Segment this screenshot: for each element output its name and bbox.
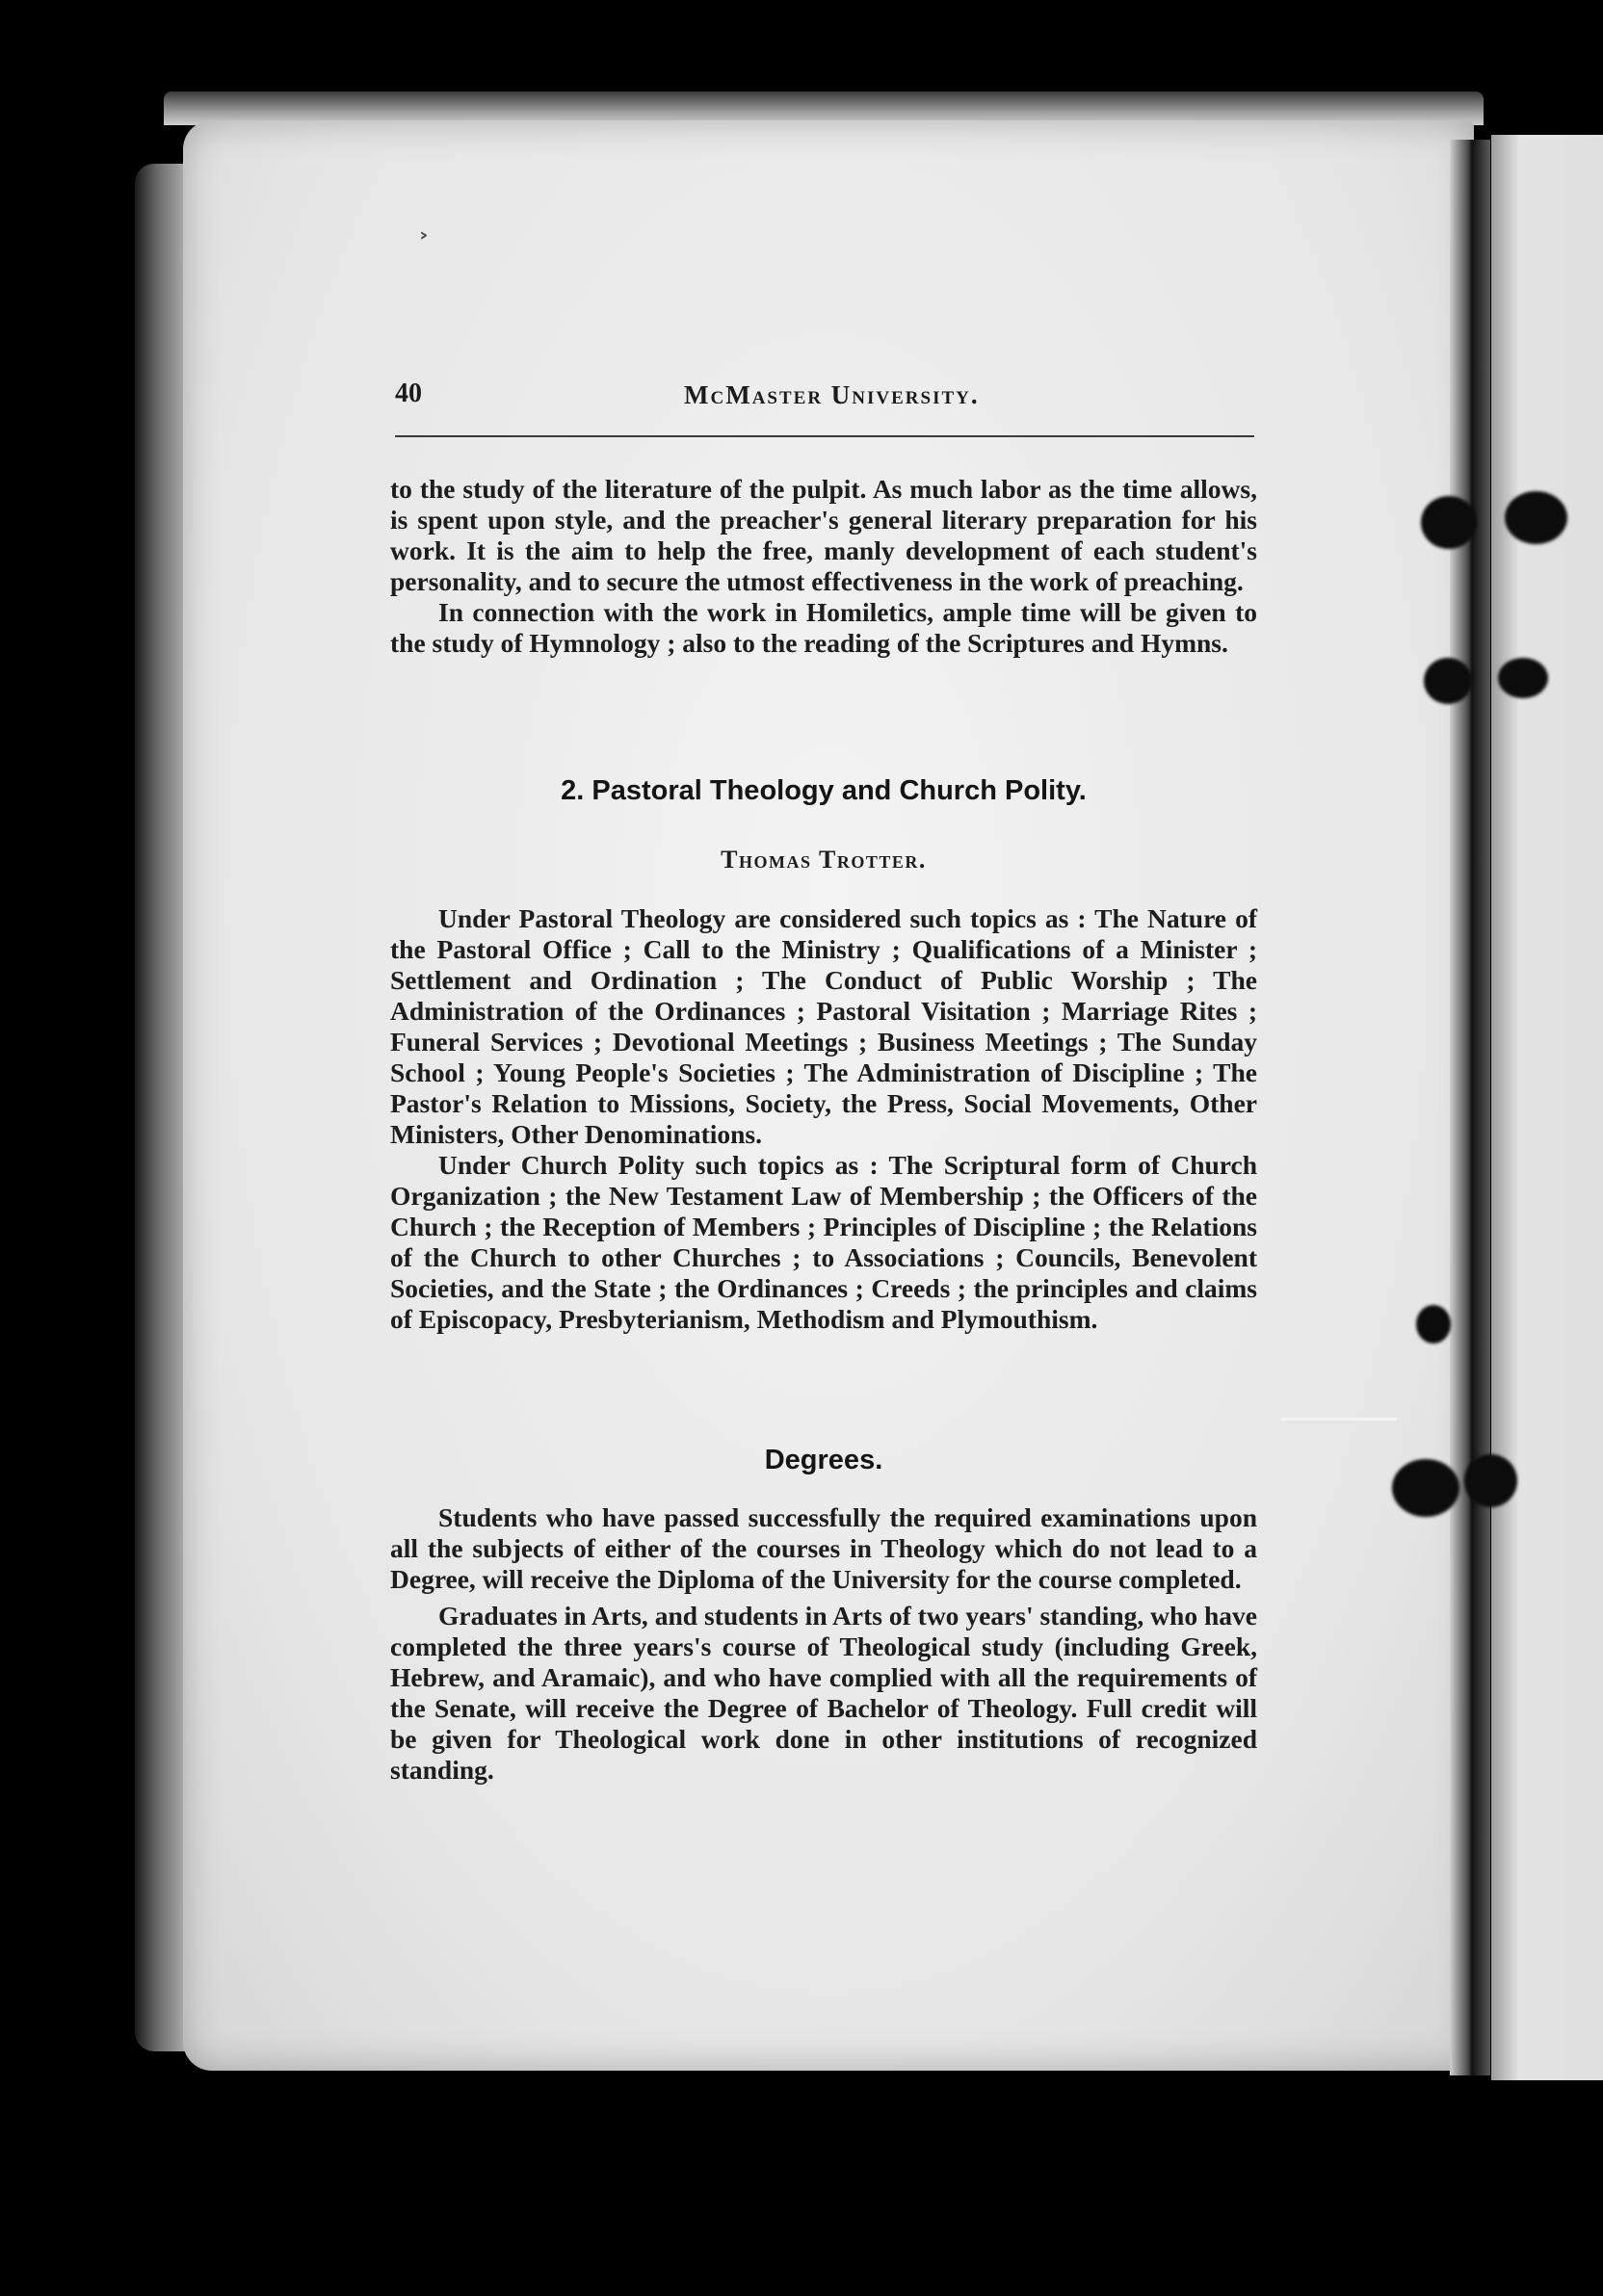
ink-blot [1464,1454,1517,1507]
ink-blot [1498,658,1548,698]
page-number: 40 [395,378,422,408]
ink-blot [1505,491,1567,544]
running-header [395,378,1262,427]
facing-page-edge [1491,135,1603,2080]
paragraph: Graduates in Arts, and students in Arts of two years' standing, who have completed the three years's course of Theological study (including Greek, Hebrew, and Aramaic), and who have complied with all the requirements of the Senate, will receive the Degree of Bachelor of Theology. Full credit will be given for Theological work done in other institutions of recognized standing. [390,1601,1257,1785]
paragraph: to the study of the literature of the pulpit. As much labor as the time allows, is spent upon style, and the preacher's general literary preparation for his work. It is the aim to help the free, manly development of each student's personality, and to secure the utmost effectiveness in the work of preaching. [390,474,1257,596]
paragraph: Students who have passed successfully the required examinations upon all the subjects of either of the courses in Theology which do not lead to a Degree, will receive the Diploma of the University for the course completed. [390,1502,1257,1594]
body-text-top [390,474,1257,659]
paragraph: Under Pastoral Theology are considered such topics as : The Nature of the Pastoral Office ; Call to the Ministry ; Qualifications of a Minister ; Settlement and Ordination ; The Conduct of Public Worship ; The Administration of the Ordinances ; Pastoral Visitation ; Marriage Rites ; Funeral Services ; Devotional Meetings ; Business Meetings ; The Sunday School ; Young People's Societies ; The Administration of Discipline ; The Pastor's Relation to Missions, Society, the Press, Social Movements, Other Ministers, Other Denominations. [390,903,1257,1149]
book-gutter [1450,140,1490,2075]
ink-blot [1421,496,1477,549]
header-rule [395,435,1254,437]
body-text-pastoral [390,903,1257,1335]
body-text-degrees [390,1502,1257,1786]
section-author: Thomas Trotter. [721,846,927,874]
paragraph: Under Church Polity such topics as : The Scriptural form of Church Organization ; the New Testament Law of Membership ; the Officers of the Church ; the Reception of Members ; Principles of Discipline ; the Relations of the Church to other Churches ; to Associations ; Councils, Benevolent Societies, and the State ; the Ordinances ; Creeds ; the principles and claims of Episcopacy, Presbyterianism, Methodism and Plymouthism. [390,1150,1257,1334]
scan-artifact-line [1281,1418,1397,1421]
running-head-title: McMaster University. [684,380,980,409]
section-heading-degrees: Degrees. [764,1445,883,1475]
ink-blot [1392,1459,1459,1517]
ink-blot [1416,1305,1451,1344]
paragraph: In connection with the work in Homiletics, ample time will be given to the study of Hymnology ; also to the reading of the Scriptures and Hymns. [390,597,1257,658]
section-heading-pastoral: 2. Pastoral Theology and Church Polity. [561,775,1087,806]
ink-blot [1424,658,1472,704]
